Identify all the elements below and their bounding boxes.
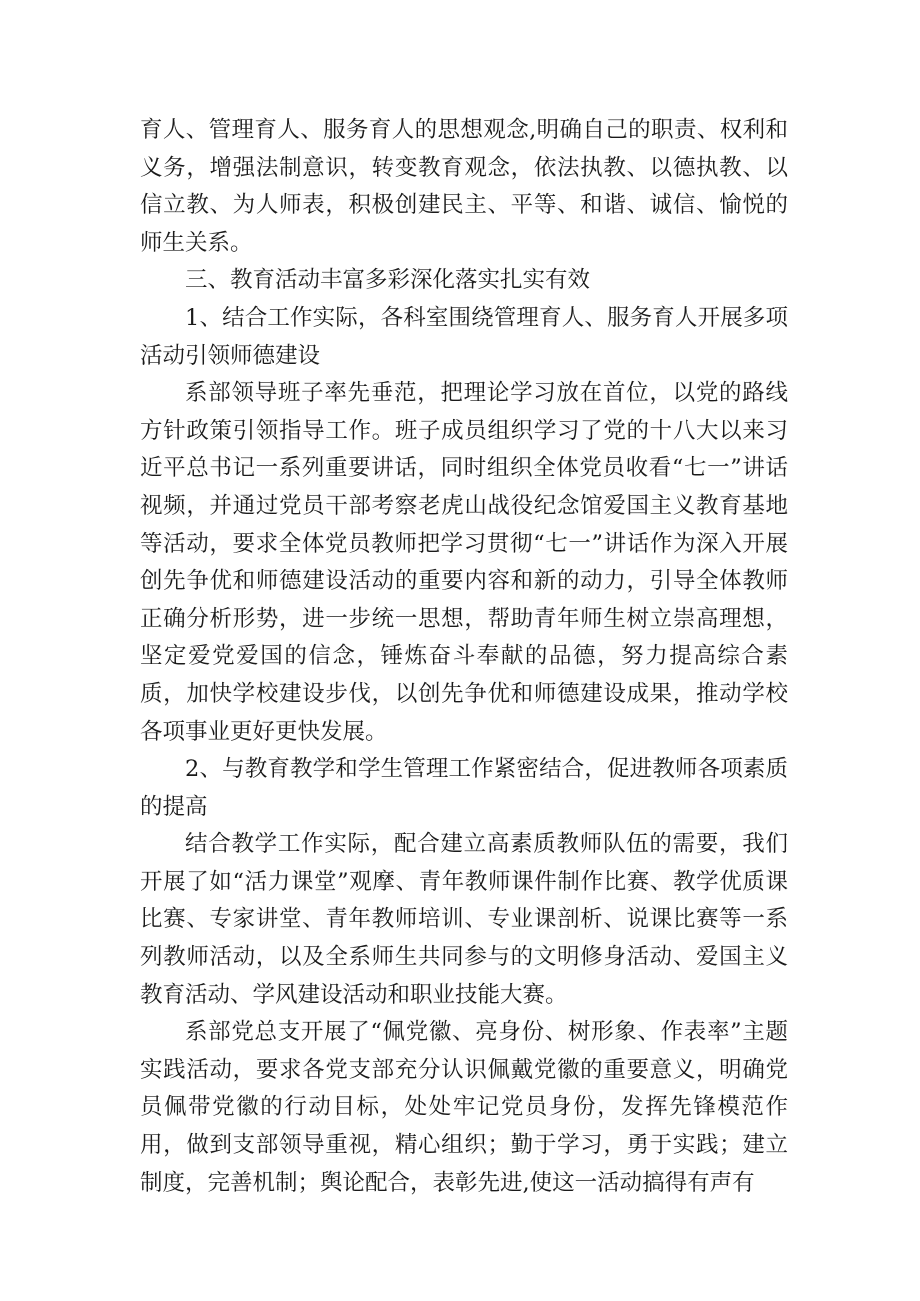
paragraph-continuation: 育人、管理育人、服务育人的思想观念,明确自己的职责、权利和义务，增强法制意识，转变教育观念，依法执教、以德执教、以信立教、为人师表，积极创建民主、平等、和谐、诚信、愉悦的师生关系。 <box>140 117 788 256</box>
paragraph-teaching-activities: 结合教学工作实际，配合建立高素质教师队伍的需要，我们开展了如“活力课堂”观摩、青年教师课件制作比赛、教学优质课比赛、专家讲堂、青年教师培训、专业课剖析、说课比赛等一系列教师活动，以及全系师生共同参与的文明修身活动、爱国主义教育活动、学风建设活动和职业技能大赛。 <box>140 831 788 1008</box>
subsection-heading-1: 1、结合工作实际，各科室围绕管理育人、服务育人开展多项活动引领师德建设 <box>140 304 788 369</box>
paragraph-leadership-study: 系部领导班子率先垂范，把理论学习放在首位，以党的路线方针政策引领指导工作。班子成员组织学习了党的十八大以来习近平总书记一系列重要讲话，同时组织全体党员收看“七一”讲话视频，并通过党员干部考察老虎山战役纪念馆爱国主义教育基地等活动，要求全体党员教师把学习贯彻“七一”讲话作为深入开展创先争优和师德建设活动的重要内容和新的动力，引导全体教师正确分析形势，进一步统一思想，帮助青年师生树立崇高理想，坚定爱党爱国的信念，锤炼奋斗奉献的品德，努力提高综合素质，加快学校建设步伐，以创先争优和师德建设成果，推动学校各项事业更好更快发展。 <box>140 380 788 745</box>
subsection-heading-2: 2、与教育教学和学生管理工作紧密结合，促进教师各项素质的提高 <box>140 756 788 820</box>
document-body <box>140 112 788 1202</box>
paragraph-party-badge-activity: 系部党总支开展了“佩党徽、亮身份、树形象、作表率”主题实践活动，要求各党支部充分认识佩戴党徽的重要意义，明确党员佩带党徽的行动目标，处处牢记党员身份，发挥先锋模范作用，做到支部领导重视，精心组织；勤于学习，勇于实践；建立制度，完善机制；舆论配合，表彰先进,使这一活动搞得有声有 <box>140 1019 788 1196</box>
section-heading-3: 三、教育活动丰富多彩深化落实扎实有效 <box>185 267 591 294</box>
